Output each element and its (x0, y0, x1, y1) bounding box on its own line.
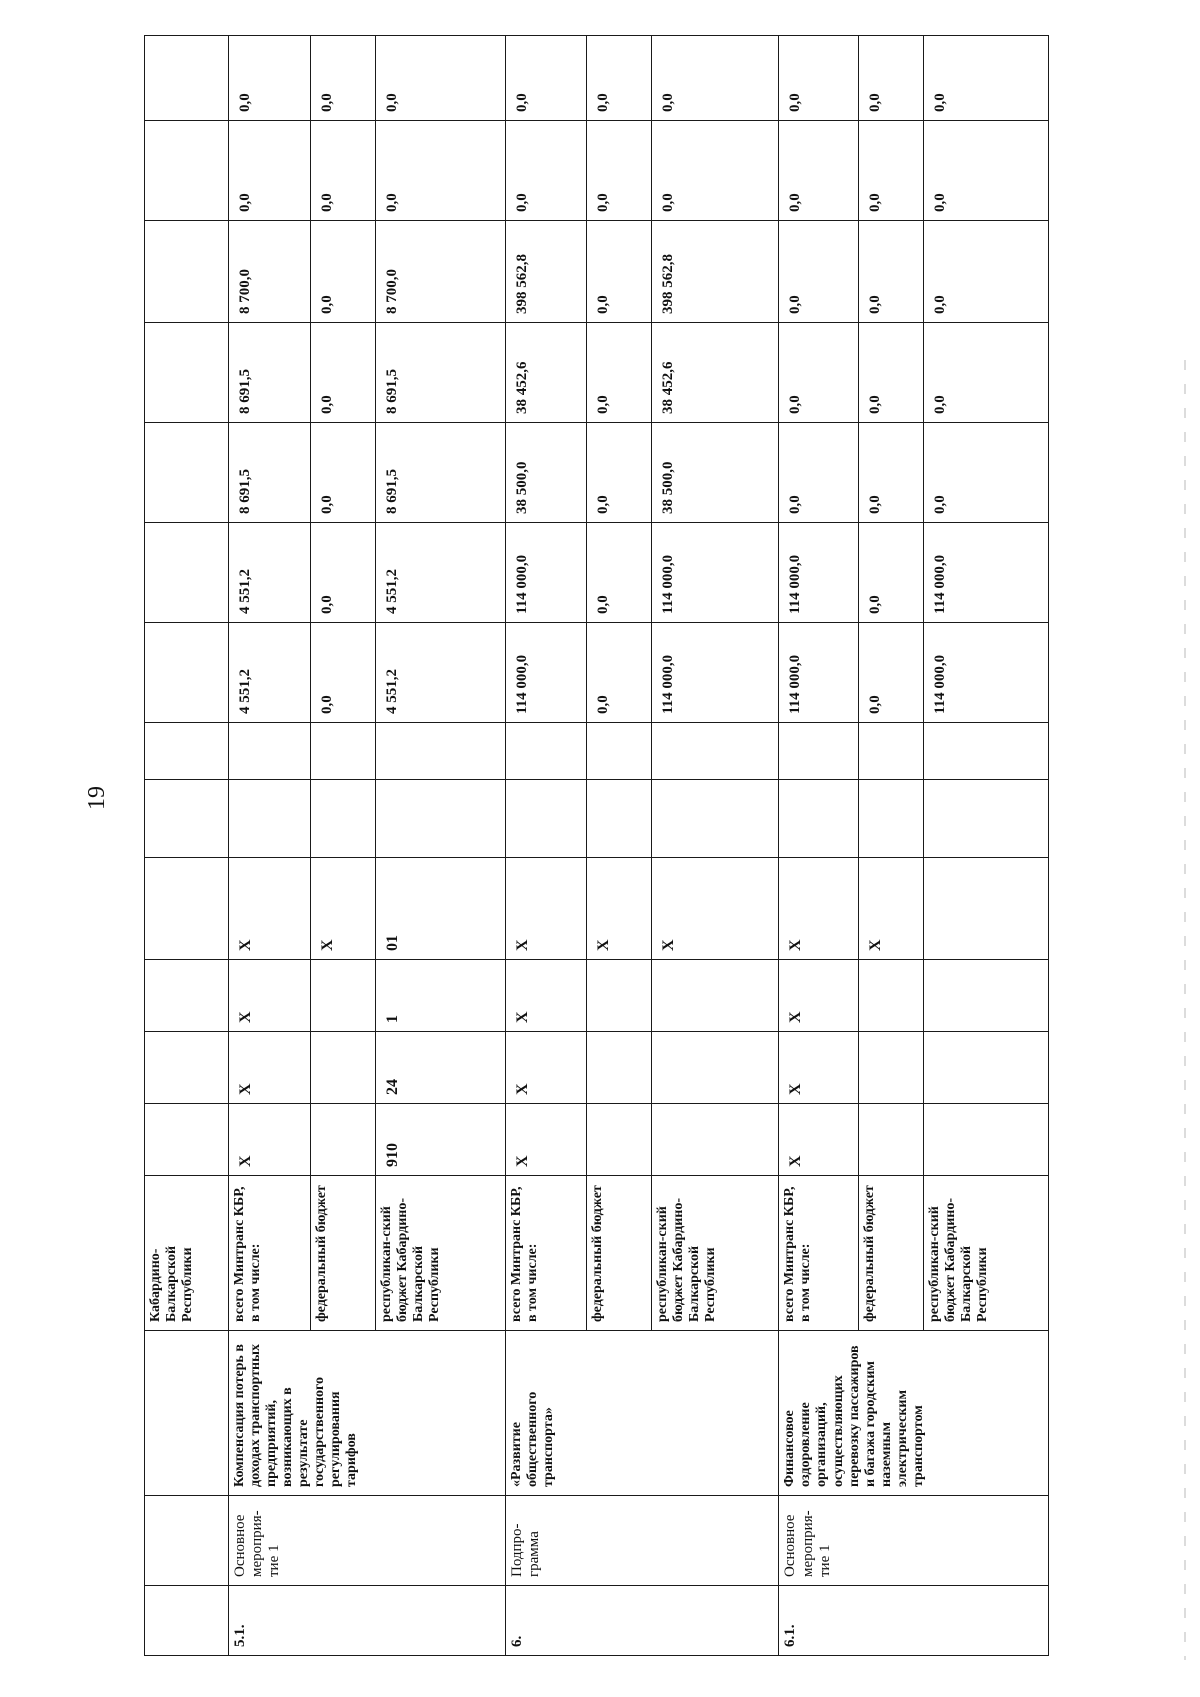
cell-value (145, 121, 229, 221)
cell-value: 0,0 (779, 36, 858, 121)
cell-value: 0,0 (505, 36, 587, 121)
cell-executor: всего Минтранс КБР, в том числе: (228, 1176, 311, 1331)
cell-pr (651, 960, 779, 1032)
cell-value: 0,0 (858, 523, 923, 623)
cell-vr (228, 780, 311, 858)
cell-value: 0,0 (311, 423, 376, 523)
cell-value: 38 452,6 (505, 323, 587, 423)
cell-executor: федеральный бюджет (587, 1176, 652, 1331)
cell-csr: Х (505, 858, 587, 960)
cell-value: 0,0 (587, 423, 652, 523)
cell-value: 0,0 (587, 323, 652, 423)
cell-number (145, 1586, 229, 1656)
cell-status: Основное мероприя-тие 1 (779, 1496, 1049, 1586)
cell-vr (375, 780, 505, 858)
cell-name: «Развитие общественного транспорта» (505, 1331, 779, 1496)
cell-value: 0,0 (779, 121, 858, 221)
cell-value: 8 691,5 (375, 423, 505, 523)
cell-grbs (311, 1104, 376, 1176)
cell-grbs: Х (779, 1104, 858, 1176)
cell-value: 8 691,5 (375, 323, 505, 423)
cell-value: 4 551,2 (228, 523, 311, 623)
cell-value: 38 500,0 (651, 423, 779, 523)
cell-value: 0,0 (858, 323, 923, 423)
cell-value: 0,0 (651, 36, 779, 121)
cell-value: 0,0 (587, 523, 652, 623)
cell-name: Финансовое оздоровление организаций, осуществляющих перевозку пассажиров и багажа городским наземным электрическим транспортом (779, 1331, 1049, 1496)
cell-value (145, 36, 229, 121)
cell-pr: Х (779, 960, 858, 1032)
cell-csr: Х (779, 858, 858, 960)
cell-grbs (923, 1104, 1049, 1176)
cell-pr: Х (228, 960, 311, 1032)
cell-vr (651, 780, 779, 858)
cell-value: 114 000,0 (923, 623, 1049, 723)
cell-csr (145, 858, 229, 960)
cell-status: Основное мероприя-тие 1 (228, 1496, 505, 1586)
cell-csr: Х (311, 858, 376, 960)
cell-grbs (651, 1104, 779, 1176)
cell-value: 0,0 (779, 323, 858, 423)
cell-vr (858, 780, 923, 858)
cell-pr: 1 (375, 960, 505, 1032)
cell-csr: Х (228, 858, 311, 960)
cell-value: 398 562,8 (505, 221, 587, 323)
cell-grbs (145, 1104, 229, 1176)
scan-artifact-line (1184, 360, 1186, 1660)
cell-pr (311, 960, 376, 1032)
cell-value: 0,0 (858, 121, 923, 221)
cell-pr (858, 960, 923, 1032)
cell-value: 0,0 (311, 221, 376, 323)
table-row (228, 36, 311, 1656)
cell-csr: Х (587, 858, 652, 960)
cell-value: 0,0 (779, 423, 858, 523)
cell-grbs: 910 (375, 1104, 505, 1176)
cell-value: 0,0 (375, 121, 505, 221)
cell-executor: республикан-ский бюджет Кабардино-Балкарской Республики (375, 1176, 505, 1331)
cell-extra (779, 723, 858, 780)
cell-grbs (587, 1104, 652, 1176)
cell-value: 398 562,8 (651, 221, 779, 323)
cell-extra (651, 723, 779, 780)
cell-executor: всего Минтранс КБР, в том числе: (779, 1176, 858, 1331)
cell-rz (311, 1032, 376, 1104)
cell-value: 114 000,0 (651, 523, 779, 623)
cell-vr (587, 780, 652, 858)
cell-vr (923, 780, 1049, 858)
cell-rz: Х (505, 1032, 587, 1104)
cell-value: 0,0 (311, 121, 376, 221)
cell-extra (858, 723, 923, 780)
cell-rz (858, 1032, 923, 1104)
cell-value: 0,0 (779, 221, 858, 323)
cell-value: 0,0 (587, 121, 652, 221)
cell-extra (587, 723, 652, 780)
cell-extra (311, 723, 376, 780)
cell-value: 0,0 (923, 121, 1049, 221)
cell-value: 0,0 (311, 36, 376, 121)
cell-name (145, 1331, 229, 1496)
budget-table (144, 35, 1049, 1656)
cell-grbs: Х (505, 1104, 587, 1176)
cell-csr (923, 858, 1049, 960)
cell-value: 0,0 (923, 423, 1049, 523)
cell-name: Компенсация потерь в доходах транспортных предприятий, возникающих в результате государственного регулирования тарифов (228, 1331, 505, 1496)
cell-value: 0,0 (587, 36, 652, 121)
cell-value (145, 323, 229, 423)
cell-value: 0,0 (311, 523, 376, 623)
cell-extra (923, 723, 1049, 780)
cell-extra (145, 723, 229, 780)
cell-executor: федеральный бюджет (311, 1176, 376, 1331)
cell-value: 114 000,0 (923, 523, 1049, 623)
table-row (779, 36, 858, 1656)
cell-vr (779, 780, 858, 858)
cell-csr: Х (858, 858, 923, 960)
cell-value: 0,0 (923, 323, 1049, 423)
cell-value (145, 221, 229, 323)
cell-value: 114 000,0 (779, 523, 858, 623)
cell-vr (505, 780, 587, 858)
cell-value: 114 000,0 (779, 623, 858, 723)
cell-pr: Х (505, 960, 587, 1032)
cell-value: 114 000,0 (505, 523, 587, 623)
cell-executor: республикан-ский бюджет Кабардино-Балкарской Республики (651, 1176, 779, 1331)
cell-extra (375, 723, 505, 780)
cell-value: 0,0 (228, 121, 311, 221)
cell-rz: Х (779, 1032, 858, 1104)
cell-pr (145, 960, 229, 1032)
cell-value: 0,0 (858, 623, 923, 723)
cell-value: 0,0 (858, 221, 923, 323)
cell-grbs: Х (228, 1104, 311, 1176)
cell-value: 4 551,2 (375, 523, 505, 623)
table-row (145, 36, 229, 1656)
cell-rz (651, 1032, 779, 1104)
cell-value: 0,0 (923, 221, 1049, 323)
cell-vr (145, 780, 229, 858)
cell-rz (145, 1032, 229, 1104)
cell-rz (923, 1032, 1049, 1104)
cell-value: 0,0 (311, 623, 376, 723)
cell-value: 0,0 (311, 323, 376, 423)
cell-value: 8 700,0 (375, 221, 505, 323)
table-row (505, 36, 587, 1656)
cell-value (145, 423, 229, 523)
cell-pr (923, 960, 1049, 1032)
cell-status: Подпро-грамма (505, 1496, 779, 1586)
cell-value: 4 551,2 (228, 623, 311, 723)
cell-vr (311, 780, 376, 858)
cell-value: 0,0 (505, 121, 587, 221)
rotated-table-wrapper (144, 36, 1049, 1656)
cell-value: 0,0 (587, 221, 652, 323)
cell-value: 0,0 (858, 423, 923, 523)
cell-value: 8 700,0 (228, 221, 311, 323)
cell-executor: Кабардино-Балкарской Республики (145, 1176, 229, 1331)
cell-value: 38 500,0 (505, 423, 587, 523)
cell-value: 114 000,0 (505, 623, 587, 723)
cell-executor: федеральный бюджет (858, 1176, 923, 1331)
cell-grbs (858, 1104, 923, 1176)
cell-csr: Х (651, 858, 779, 960)
cell-value: 0,0 (858, 36, 923, 121)
cell-value: 8 691,5 (228, 423, 311, 523)
cell-number: 6. (505, 1586, 779, 1656)
cell-executor: всего Минтранс КБР, в том числе: (505, 1176, 587, 1331)
cell-extra (228, 723, 311, 780)
cell-value (145, 623, 229, 723)
cell-number: 6.1. (779, 1586, 1049, 1656)
cell-status (145, 1496, 229, 1586)
cell-value: 0,0 (923, 36, 1049, 121)
cell-value: 0,0 (375, 36, 505, 121)
cell-pr (587, 960, 652, 1032)
cell-executor: республикан-ский бюджет Кабардино-Балкарской Республики (923, 1176, 1049, 1331)
cell-value: 8 691,5 (228, 323, 311, 423)
cell-rz: 24 (375, 1032, 505, 1104)
cell-csr: 01 (375, 858, 505, 960)
cell-value: 114 000,0 (651, 623, 779, 723)
cell-value: 0,0 (651, 121, 779, 221)
cell-rz (587, 1032, 652, 1104)
cell-value: 0,0 (228, 36, 311, 121)
cell-value: 38 452,6 (651, 323, 779, 423)
cell-rz: Х (228, 1032, 311, 1104)
cell-value: 4 551,2 (375, 623, 505, 723)
cell-number: 5.1. (228, 1586, 505, 1656)
cell-value (145, 523, 229, 623)
page-number: 19 (84, 786, 110, 810)
cell-value: 0,0 (587, 623, 652, 723)
cell-extra (505, 723, 587, 780)
